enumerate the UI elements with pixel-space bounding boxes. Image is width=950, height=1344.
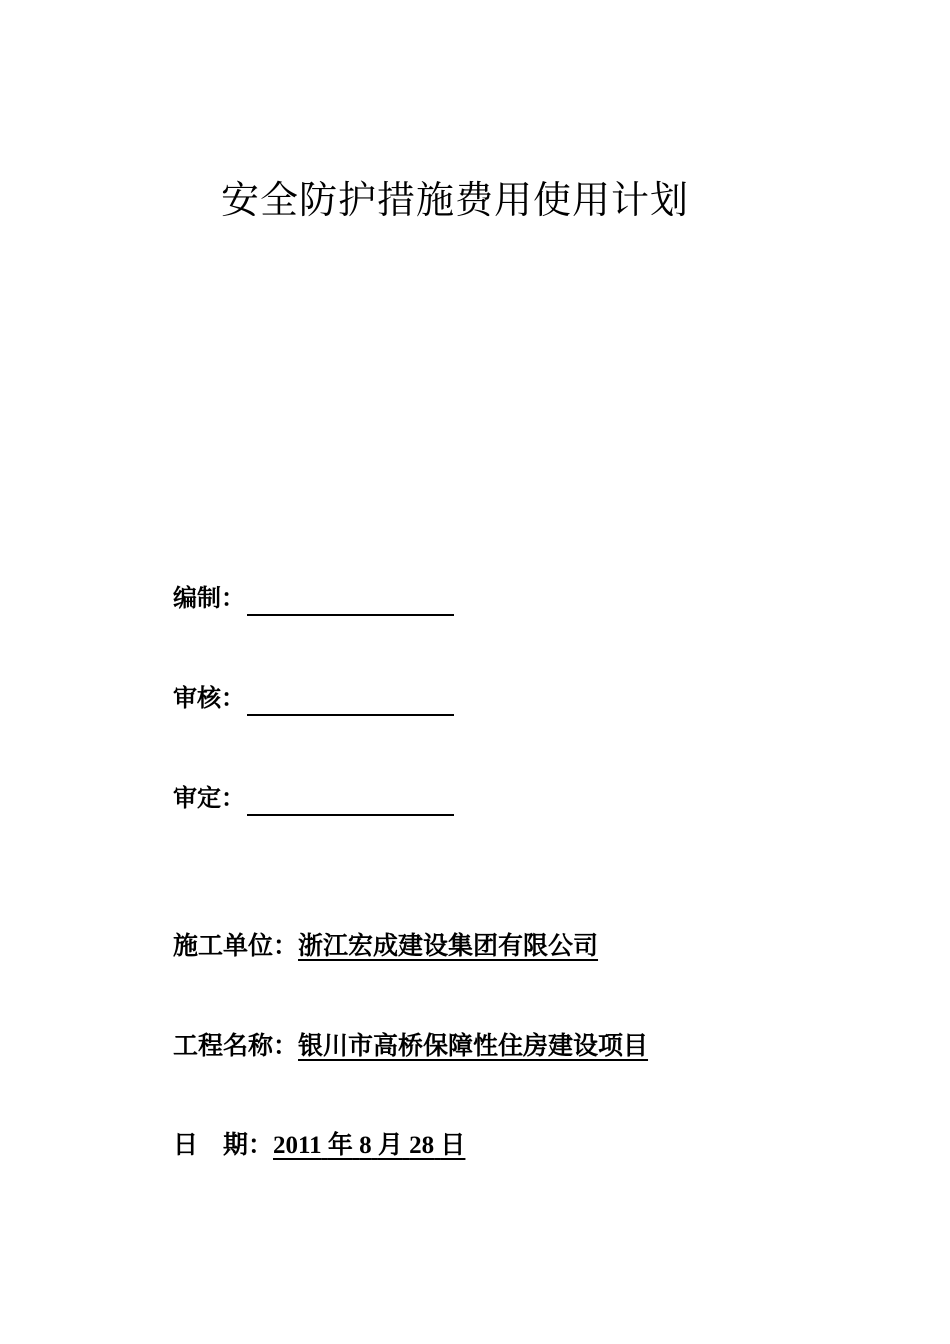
compiled-by-label: 编制： — [173, 584, 245, 612]
construction-unit-label: 施工单位： — [173, 931, 299, 960]
signature-row-approved — [173, 780, 454, 816]
date-day-char: 日 — [440, 1130, 466, 1159]
signature-row-compiled — [173, 580, 454, 616]
date-value — [273, 1132, 465, 1159]
project-name-label: 工程名称： — [173, 1031, 299, 1060]
reviewed-by-label: 审核： — [173, 684, 245, 712]
reviewed-by-blank-line — [247, 684, 454, 716]
construction-unit-value: 浙江宏成建设集团有限公司 — [298, 931, 599, 960]
date-year: 2011 — [273, 1132, 322, 1159]
project-name-row — [173, 1026, 648, 1066]
date-day: 28 — [409, 1132, 435, 1159]
date-label: 日 期： — [173, 1130, 274, 1159]
approved-by-label: 审定： — [173, 784, 245, 812]
date-row — [173, 1125, 465, 1165]
project-name-value: 银川市高桥保障性住房建设项目 — [298, 1031, 649, 1060]
date-year-char: 年 — [327, 1130, 353, 1159]
document-title: 安全防护措施费用使用计划 — [220, 178, 689, 222]
signature-row-reviewed — [173, 680, 454, 716]
construction-unit-row — [173, 926, 598, 966]
compiled-by-blank-line — [247, 584, 454, 616]
date-month-char: 月 — [377, 1130, 403, 1159]
date-month: 8 — [359, 1132, 372, 1159]
approved-by-blank-line — [247, 784, 454, 816]
